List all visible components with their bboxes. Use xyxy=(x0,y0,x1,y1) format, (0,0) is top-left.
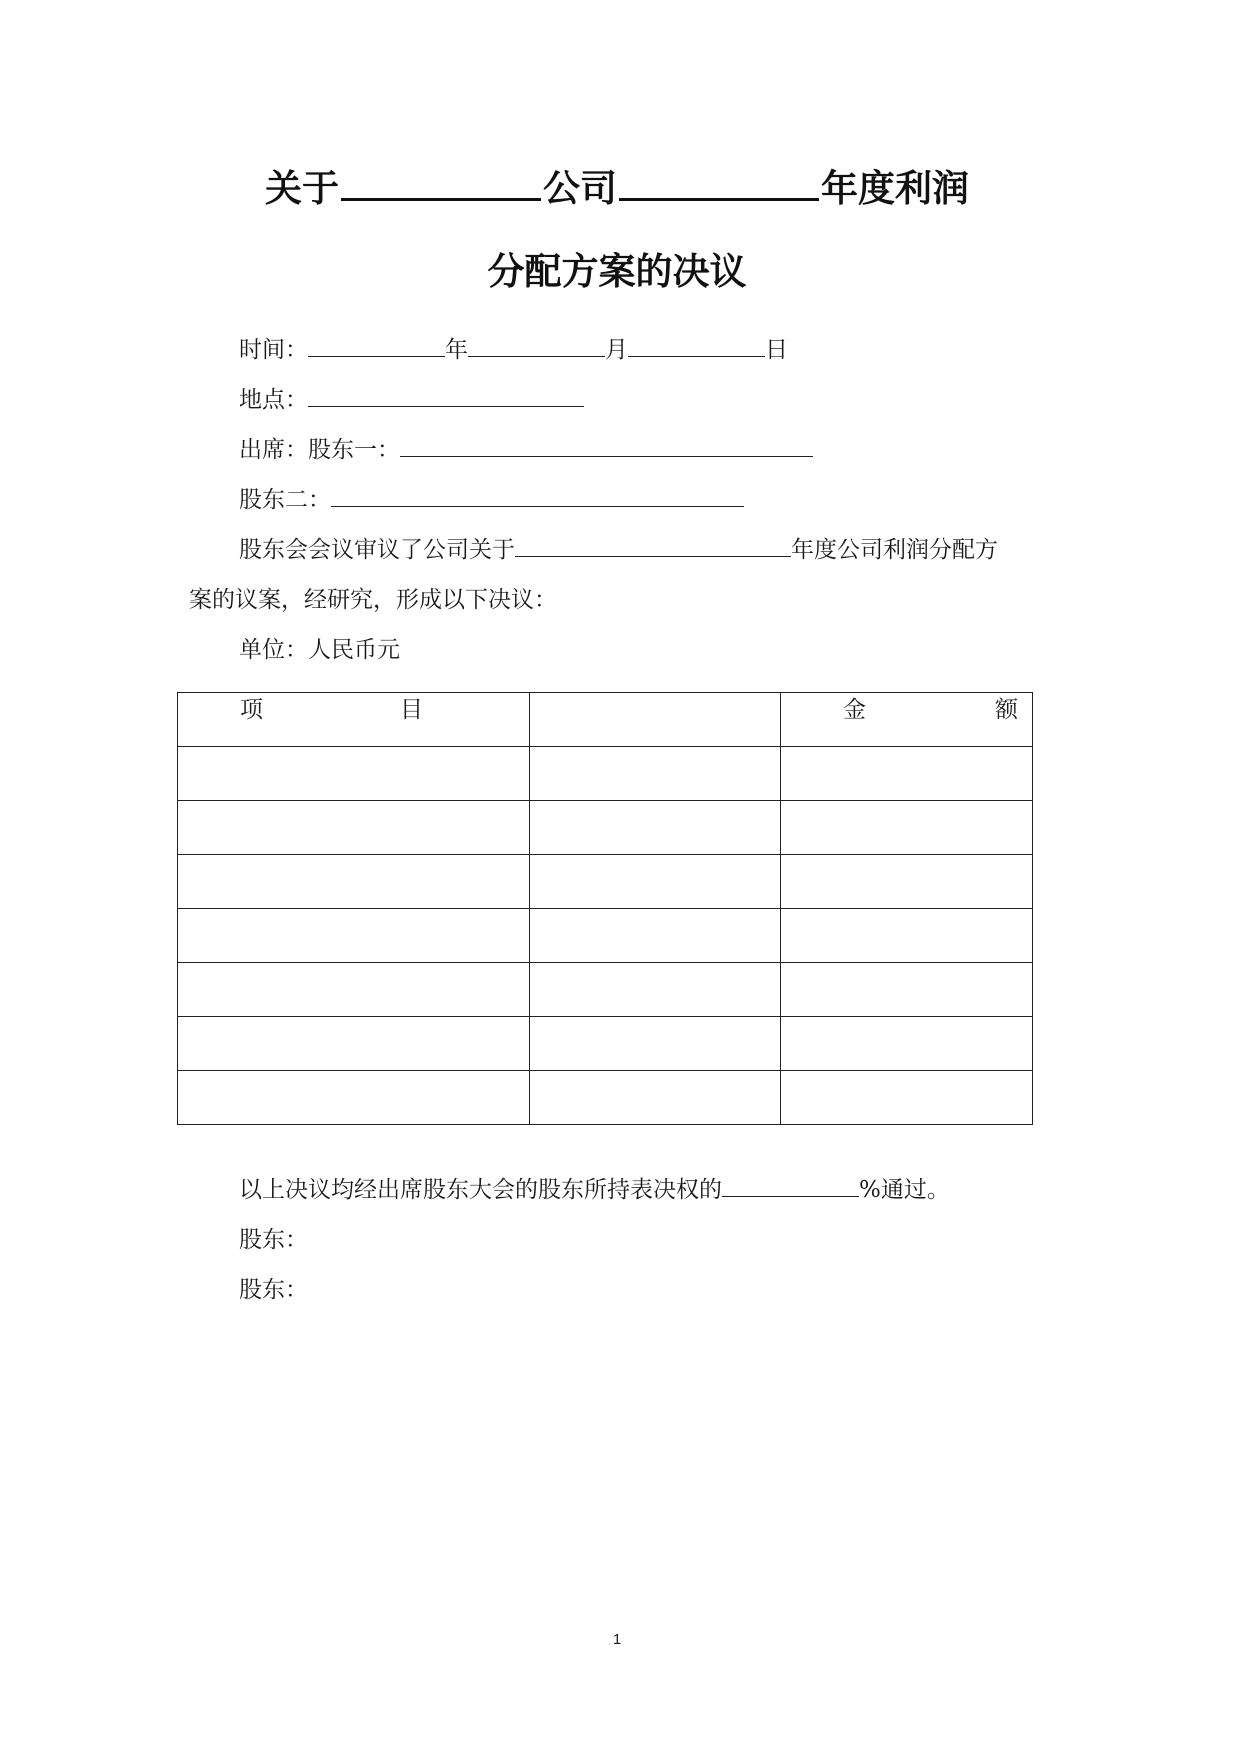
month-label: 月 xyxy=(605,337,628,363)
plan-year-blank[interactable] xyxy=(515,534,791,557)
header-item-char1: 项 xyxy=(240,697,263,723)
resolution-line xyxy=(239,1174,950,1206)
item-cell[interactable] xyxy=(178,909,530,963)
detail-cell[interactable] xyxy=(530,909,781,963)
table-row xyxy=(178,963,1033,1017)
review-paragraph-line1 xyxy=(239,534,998,566)
document-title-line1 xyxy=(0,162,1234,211)
item-cell[interactable] xyxy=(178,1071,530,1125)
table-row xyxy=(178,909,1033,963)
detail-cell[interactable] xyxy=(530,963,781,1017)
title-middle: 公司 xyxy=(543,167,617,210)
fiscal-year-blank[interactable] xyxy=(619,162,819,201)
place-blank[interactable] xyxy=(308,384,584,407)
item-cell[interactable] xyxy=(178,855,530,909)
title-suffix: 年度利润 xyxy=(821,167,969,210)
amount-cell[interactable] xyxy=(781,801,1033,855)
paragraph-text-2: 年度公司利润分配方 xyxy=(791,537,998,563)
day-blank[interactable] xyxy=(628,334,765,357)
item-cell[interactable] xyxy=(178,747,530,801)
amount-cell[interactable] xyxy=(781,1017,1033,1071)
time-label: 时间： xyxy=(239,337,308,363)
year-blank[interactable] xyxy=(308,334,445,357)
vote-percentage-blank[interactable] xyxy=(722,1174,859,1197)
table-row xyxy=(178,855,1033,909)
place-label: 地点： xyxy=(239,387,308,413)
page-number: 1 xyxy=(612,1631,622,1648)
paragraph-text-1: 股东会会议审议了公司关于 xyxy=(239,537,515,563)
header-item-char2: 目 xyxy=(400,697,423,723)
resolution-text-1: 以上决议均经出席股东大会的股东所持表决权的 xyxy=(239,1177,722,1203)
time-line xyxy=(239,334,788,366)
item-cell[interactable] xyxy=(178,801,530,855)
company-name-blank[interactable] xyxy=(341,162,541,201)
shareholder-signature-1: 股东： xyxy=(239,1227,308,1253)
detail-cell[interactable] xyxy=(530,1017,781,1071)
header-item-cell xyxy=(178,693,530,747)
shareholder-signature-2: 股东： xyxy=(239,1277,308,1303)
year-label: 年 xyxy=(445,337,468,363)
month-blank[interactable] xyxy=(468,334,605,357)
document-title-line2: 分配方案的决议 xyxy=(487,250,747,293)
header-blank-cell xyxy=(530,693,781,747)
header-amount-char1: 金 xyxy=(843,697,866,723)
detail-cell[interactable] xyxy=(530,801,781,855)
review-paragraph-line2: 案的议案，经研究，形成以下决议： xyxy=(189,587,557,613)
detail-cell[interactable] xyxy=(530,855,781,909)
shareholder2-blank[interactable] xyxy=(331,484,744,507)
header-amount-cell xyxy=(781,693,1033,747)
table-row xyxy=(178,1017,1033,1071)
amount-cell[interactable] xyxy=(781,1071,1033,1125)
table-row xyxy=(178,1071,1033,1125)
shareholder1-blank[interactable] xyxy=(400,434,813,457)
detail-cell[interactable] xyxy=(530,1071,781,1125)
day-label: 日 xyxy=(765,337,788,363)
item-cell[interactable] xyxy=(178,963,530,1017)
profit-distribution-table xyxy=(177,692,1033,1125)
table-row xyxy=(178,747,1033,801)
amount-cell[interactable] xyxy=(781,909,1033,963)
currency-unit: 单位：人民币元 xyxy=(239,637,400,663)
amount-cell[interactable] xyxy=(781,747,1033,801)
item-cell[interactable] xyxy=(178,1017,530,1071)
amount-cell[interactable] xyxy=(781,963,1033,1017)
place-line xyxy=(239,384,584,416)
table-row xyxy=(178,801,1033,855)
attendance-line xyxy=(239,434,813,466)
header-amount-char2: 额 xyxy=(995,697,1018,723)
attendance-label: 出席：股东一： xyxy=(239,437,400,463)
shareholder2-line xyxy=(239,484,744,516)
shareholder2-label: 股东二： xyxy=(239,487,331,513)
resolution-text-2: %通过。 xyxy=(859,1177,950,1203)
amount-cell[interactable] xyxy=(781,855,1033,909)
title-prefix: 关于 xyxy=(265,167,339,210)
detail-cell[interactable] xyxy=(530,747,781,801)
table-header-row xyxy=(178,693,1033,747)
